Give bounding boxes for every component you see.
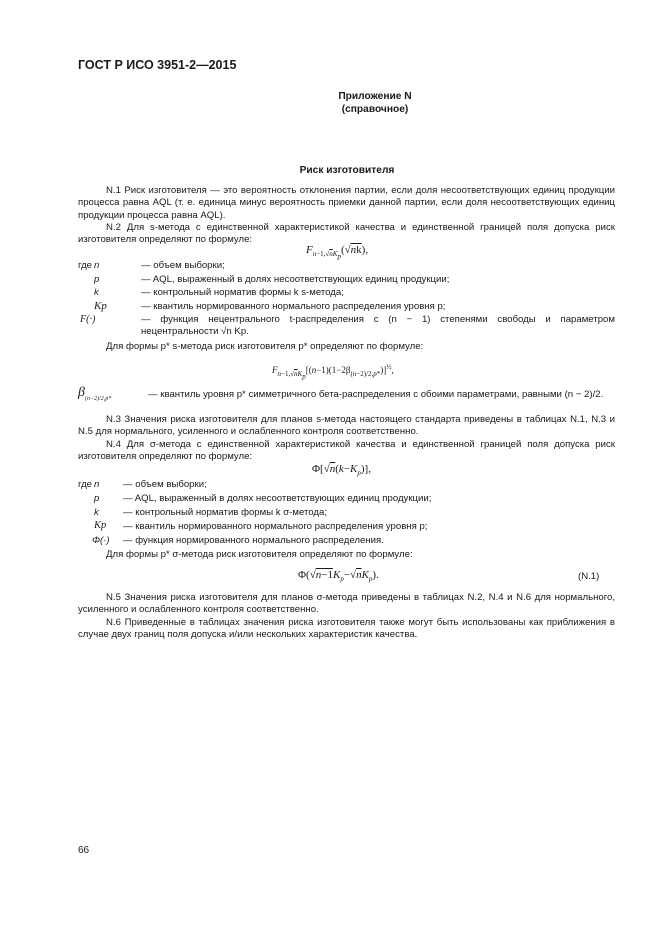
where-label-2: где [78, 479, 93, 490]
def-text-f: — функция нецентрального t-распределения с (n − 1) степенями свободы и параметром нецентральности √n Kp. [141, 314, 615, 338]
formula-sigma-method: $\Phi[√n(k-K_p)]$, [312, 463, 371, 478]
def2-symbol-p: p [94, 493, 100, 504]
paragraph-n3: N.3 Значения риска изготовителя для планов s-метода настоящего стандарта приведены в таблицах N.1, N.3 и N.5 для нормального, усиленного и ослабленного контроля соответственно. [78, 414, 615, 438]
paragraph-n4: N.4 Для σ-метода с единственной характеристикой качества и единственной границей поля допуска риск изготовителя определяют по формуле: [78, 439, 615, 463]
paragraph-pstar-sigma: Для формы p* σ-метода риск изготовителя определяют по формуле: [106, 549, 413, 560]
def-text-n: — объем выборки; [141, 260, 225, 271]
appendix-subtitle: (справочное) [341, 104, 409, 115]
def-symbol-f: F(·) [80, 314, 96, 325]
page-number: 66 [78, 845, 90, 856]
def-symbol-n: n [94, 260, 100, 271]
def2-text-n: — объем выборки; [123, 479, 207, 490]
beta-definition: — квантиль уровня p* симметричного бета-распределения с обоими параметрами, равными (n − 2)/2. [148, 389, 604, 400]
def-symbol-kp: Kp [94, 300, 107, 312]
def2-text-kp: — квантиль нормированного нормального распределения уровня p; [123, 521, 428, 532]
def2-symbol-n: n [94, 479, 100, 490]
equation-number: (N.1) [578, 571, 600, 582]
formula-pstar-sigma: $\Phi(√n-1K_p-√nK_p)$. [298, 569, 379, 584]
document-code: ГОСТ Р ИСО 3951-2—2015 [78, 58, 237, 72]
def-text-kp: — квантиль нормированного нормального распределения уровня p; [141, 301, 446, 312]
def2-symbol-phi: Φ(·) [92, 535, 110, 546]
appendix-title: Приложение N [338, 91, 412, 102]
def2-text-k: — контрольный норматив формы k σ-метода; [123, 507, 327, 518]
def-symbol-p: p [94, 274, 100, 285]
def2-text-phi: — функция нормированного нормального распределения. [123, 535, 384, 546]
def-text-k: — контрольный норматив формы k s-метода; [141, 287, 344, 298]
def2-symbol-kp: Kp [94, 520, 107, 531]
paragraph-n1: N.1 Риск изготовителя — это вероятность отклонения партии, если доля несоответствующих единиц продукции процесса равна AQL (т. е. единица минус вероятность приемки данной партии, если доля несоответствующих единиц продукции процесса равна AQL). [78, 185, 615, 221]
formula-pstar-s: $F_{n-1,√nK_p}[(n-1)(1-2\beta_{(n-2)/2,p*})]^{\frac{1}{2}}$, [272, 363, 394, 381]
where-label: где [78, 260, 93, 271]
def2-text-p: — AQL, выраженный в долях несоответствующих единиц продукции; [123, 493, 432, 504]
formula-s-method: $F_{n-1,√nK_p}(√nk)$, [306, 244, 369, 261]
paragraph-pstar-s: Для формы p* s-метода риск изготовителя p* определяют по формуле: [106, 341, 424, 352]
beta-symbol: $\beta_{(n-2)/2,p*}$ [78, 385, 112, 402]
def-symbol-k: k [94, 287, 99, 298]
def-text-p: — AQL, выраженный в долях несоответствующих единиц продукции; [141, 274, 450, 285]
section-title: Риск изготовителя [299, 165, 395, 176]
def2-symbol-k: k [94, 507, 99, 518]
paragraph-n5: N.5 Значения риска изготовителя для планов σ-метода приведены в таблицах N.2, N.4 и N.6 для нормального, усиленного и ослабленного контроля соответственно. [78, 592, 615, 616]
paragraph-n6: N.6 Приведенные в таблицах значения риска изготовителя также могут быть использованы как приближения в случае двух границ поля допуска и/или нескольких характеристик качества. [78, 617, 615, 641]
paragraph-n2: N.2 Для s-метода с единственной характеристикой качества и единственной границей поля допуска риск изготовителя определяют по формуле: [78, 222, 615, 246]
